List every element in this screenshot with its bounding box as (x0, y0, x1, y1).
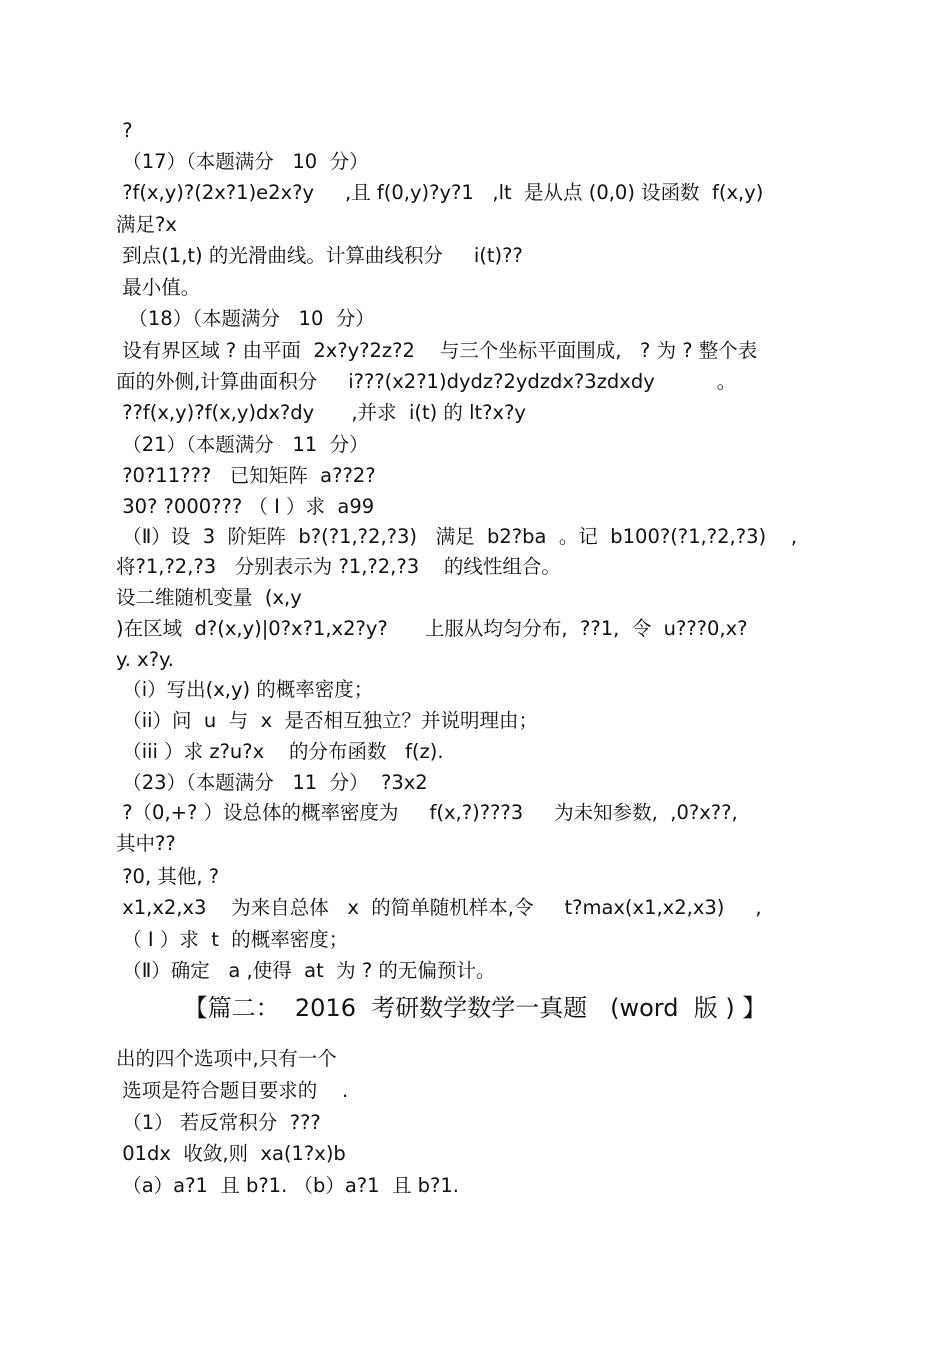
section-heading: 【篇二： 2016 考研数学数学一真题 (word 版 ) 】 (183, 994, 767, 1022)
text-line-15: 将?1,?2,?3 分别表示为 ?1,?2,?3 的线性组合。 (116, 555, 561, 578)
text-line-30: 选项是符合题目要求的 . (116, 1079, 349, 1102)
question-23-header: （23）（本题满分 11 分） ?3x2 (116, 771, 428, 794)
text-line-13: 30? ?000??? （ Ⅰ ）求 a99 (116, 495, 375, 518)
question-18-header: （18）（本题满分 10 分） (116, 307, 375, 330)
text-line-28: （Ⅱ）确定 a ,使得 at 为 ? 的无偏预计。 (116, 959, 496, 982)
text-line-18: y. x?y. (116, 648, 175, 671)
text-line-24: 其中?? (116, 832, 176, 855)
text-line-10: ??f(x,y)?f(x,y)dx?dy ,并求 i(t) 的 lt?x?y (116, 401, 526, 424)
text-line-21: （iii ）求 z?u?x 的分布函数 f(z). (116, 740, 444, 763)
text-line-17: )在区域 d?(x,y)|0?x?1,x2?y? 上服从均匀分布, ??1, 令 u???0,x? (116, 617, 748, 640)
text-line-26: x1,x2,x3 为来自总体 x 的简单随机样本,令 t?max(x1,x2,x3) , (116, 896, 762, 919)
text-line-9: 面的外侧,计算曲面积分 i???(x2?1)dydz?2ydzdx?3zdxdy 。 (116, 370, 737, 393)
text-line-5: 到点(1,t) 的光滑曲线。计算曲线积分 i(t)?? (116, 244, 523, 267)
text-line-27: （ Ⅰ ）求 t 的概率密度； (116, 928, 349, 951)
text-line-14: （Ⅱ）设 3 阶矩阵 b?(?1,?2,?3) 满足 b2?ba 。记 b100?(?1,?2,?3) , (116, 525, 798, 548)
text-line-16: 设二维随机变量 (x,y (116, 586, 302, 609)
question-17-header: （17）（本题满分 10 分） (116, 150, 369, 173)
text-line-25: ?0, 其他, ? (116, 865, 220, 888)
answer-options-line: （a）a?1 且 b?1. （b）a?1 且 b?1. (116, 1174, 459, 1197)
text-line-19: （i）写出(x,y) 的概率密度； (116, 678, 374, 701)
text-line-23: ?（0,+? ）设总体的概率密度为 f(x,?)???3 为未知参数, ,0?x??, (116, 801, 738, 824)
text-line-32: 01dx 收敛,则 xa(1?x)b (116, 1142, 346, 1165)
text-line-20: （ii）问 u 与 x 是否相互独立？并说明理由； (116, 709, 539, 732)
text-line-12: ?0?11??? 已知矩阵 a??2? (116, 464, 376, 487)
text-line-29: 出的四个选项中,只有一个 (116, 1047, 337, 1070)
text-line-1: ? (116, 119, 133, 142)
question-21-header: （21）（本题满分 11 分） (116, 433, 369, 456)
text-line-8: 设有界区域 ? 由平面 2x?y?2z?2 与三个坐标平面围成, ? 为 ? 整个表 (116, 339, 758, 362)
text-line-6: 最小值。 (116, 276, 201, 299)
text-line-4: 满足?x (116, 213, 177, 236)
question-1-line: （1） 若反常积分 ??? (116, 1111, 321, 1134)
text-line-3: ?f(x,y)?(2x?1)e2x?y ,且 f(0,y)?y?1 ,lt 是从点 (0,0) 设函数 f(x,y) (116, 181, 764, 204)
